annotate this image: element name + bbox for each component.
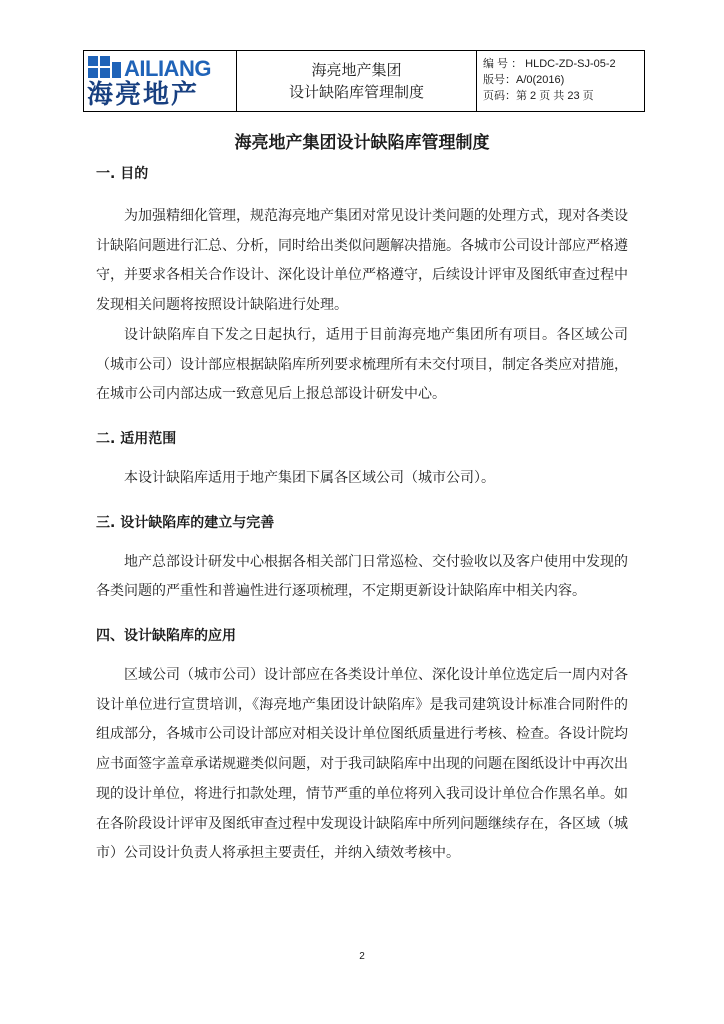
header-title [237, 51, 477, 111]
header-meta [477, 51, 644, 111]
page-info: 页码：第 2 页 共 23 页 [483, 90, 594, 102]
section-heading-scope: 二. 适用范围 [96, 430, 177, 447]
document-header [83, 50, 645, 112]
application-paragraph: 区域公司（城市公司）设计部应在各类设计单位、深化设计单位选定后一周内对各设计单位进行宣贯培训，《海亮地产集团设计缺陷库》是我司建筑设计标准合同附件的组成部分，各城市公司设计部应对相关设计单位图纸质量进行考核、检查。各设计院均应书面签字盖章承诺规避类似问题，对于我司缺陷库中出现的问题在图纸设计中再次出现的设计单位，将进行扣款处理，情节严重的单位将列入我司设计单位合作黑名单。如在各阶段设计评审及图纸审查过程中发现设计缺陷库中所列问题继续存在，各区域（城市）公司设计负责人将承担主要责任，并纳入绩效考核中。 [96, 667, 628, 862]
logo-wordmark: AILIANG [124, 56, 211, 81]
document-body [96, 163, 628, 869]
logo-chinese: 海亮地产 [87, 80, 200, 110]
section-heading-purpose: 一. 目的 [96, 166, 149, 182]
doc-number: 编 号 ： HLDC-ZD-SJ-05-2 [483, 58, 616, 70]
section-heading-application: 四、设计缺陷库的应用 [96, 628, 236, 645]
scope-paragraph: 本设计缺陷库适用于地产集团下属各区域公司（城市公司）。 [124, 469, 495, 486]
header-title-line1: 海亮地产集团 [311, 61, 402, 79]
logo-mark-icon [88, 56, 122, 80]
logo [84, 51, 237, 111]
page-number: 2 [359, 951, 365, 962]
purpose-paragraph-1: 为加强精细化管理，规范海亮地产集团对常见设计类问题的处理方式，现对各类设计缺陷问题进行汇总、分析，同时给出类似问题解决措施。各城市公司设计部应严格遵守，并要求各相关合作设计、深化设计单位严格遵守，后续设计评审及图纸审查过程中发现相关问题将按照设计缺陷进行处理。 [96, 208, 628, 314]
header-title-line2: 设计缺陷库管理制度 [288, 83, 424, 101]
doc-version: 版号：A/0(2016) [483, 74, 565, 86]
section-heading-establishment: 三. 设计缺陷库的建立与完善 [96, 514, 275, 531]
document-title: 海亮地产集团设计缺陷库管理制度 [234, 133, 490, 153]
establishment-paragraph: 地产总部设计研发中心根据各相关部门日常巡检、交付验收以及客户使用中发现的各类问题的严重性和普遍性进行逐项梳理，不定期更新设计缺陷库中相关内容。 [96, 553, 628, 600]
purpose-paragraph-2: 设计缺陷库自下发之日起执行，适用于目前海亮地产集团所有项目。各区域公司（城市公司）设计部应根据缺陷库所列要求梳理所有未交付项目，制定各类应对措施，在城市公司内部达成一致意见后上报总部设计研发中心。 [96, 326, 628, 403]
